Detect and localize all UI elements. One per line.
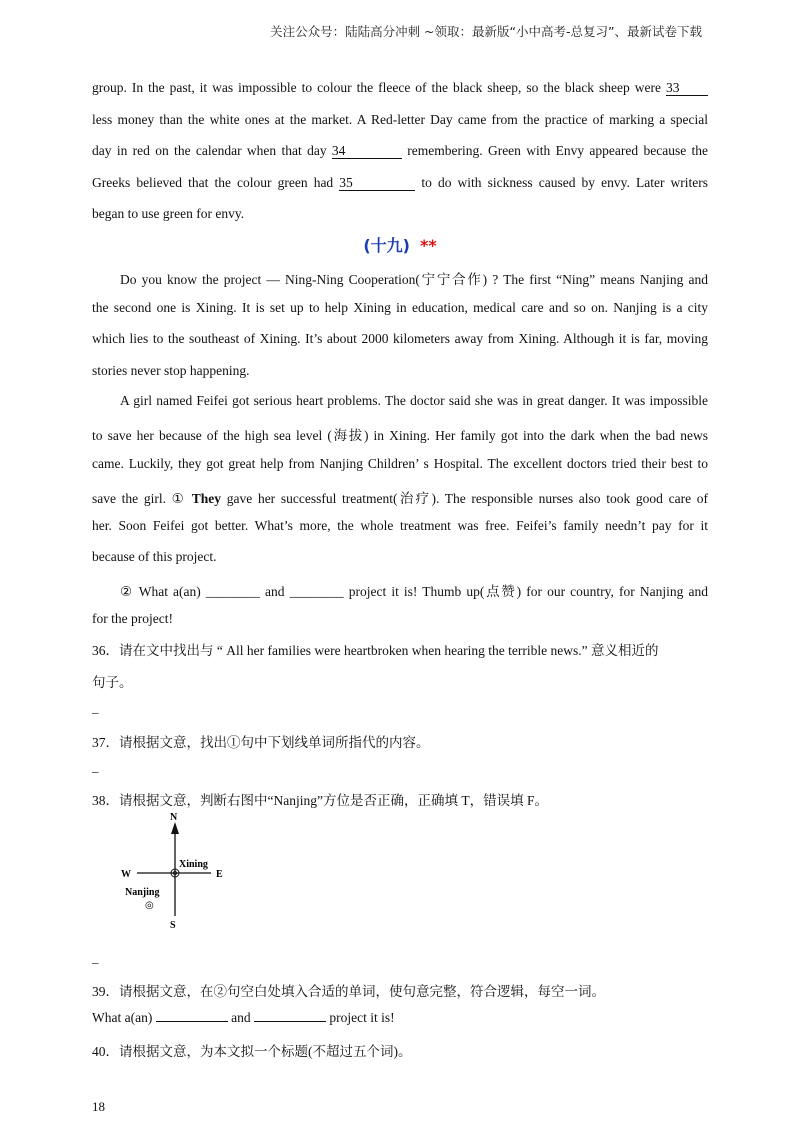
difficulty-stars: ** bbox=[419, 236, 437, 255]
answer-dash: _ bbox=[92, 759, 99, 774]
nanjing-marker-icon: ◎ bbox=[145, 900, 154, 911]
text-line: the second one is Xining. It is set up to help Xining in education, medical care and so on. Nanjing is a city bbox=[92, 300, 708, 315]
question-39-answer-line: What a(an) and project it is! bbox=[92, 1010, 395, 1025]
compass-w: W bbox=[121, 869, 131, 880]
blank-35: 35 bbox=[339, 176, 415, 191]
compass-diagram bbox=[115, 806, 245, 936]
answer-blank-1 bbox=[156, 1021, 228, 1022]
text-line: Greeks believed that the colour green had 35 to do with sickness caused by envy. Later writers bbox=[92, 175, 708, 190]
question-36: 36．请在文中找出与 “ All her families were heartbroken when hearing the terrible news.” 意义相近的 bbox=[92, 643, 659, 658]
answer-dash: _ bbox=[92, 700, 99, 715]
text-line: save the girl. ① They gave her successful treatment(治疗). The responsible nurses also took good care of bbox=[92, 491, 708, 506]
question-37: 37．请根据文意，找出①句中下划线单词所指代的内容。 bbox=[92, 735, 430, 750]
blank-34: 34 bbox=[332, 144, 402, 159]
text-line: her. Soon Feifei got better. What’s more, the whole treatment was free. Feifei’s family needn’t pay for it bbox=[92, 518, 708, 533]
label-xining: Xining bbox=[179, 859, 208, 870]
compass-e: E bbox=[216, 869, 223, 880]
text-line: came. Luckily, they got great help from Nanjing Children’ s Hospital. The excellent doctors tried their best to bbox=[92, 456, 708, 471]
text-line: began to use green for envy. bbox=[92, 206, 245, 221]
answer-dash: _ bbox=[92, 950, 99, 965]
compass-s: S bbox=[170, 920, 176, 931]
page-number: 18 bbox=[92, 1099, 105, 1114]
text-line: which lies to the southeast of Xining. It’s about 2000 kilometers away from Xining. Although it is far, moving bbox=[92, 331, 708, 346]
text-line: day in red on the calendar when that day 34 remembering. Green with Envy appeared because the bbox=[92, 143, 708, 158]
question-38: 38．请根据文意，判断右图中“Nanjing”方位是否正确，正确填 T，错误填 F。 bbox=[92, 793, 548, 808]
text-line: because of this project. bbox=[92, 549, 217, 564]
question-40: 40．请根据文意，为本文拟一个标题(不超过五个词)。 bbox=[92, 1044, 412, 1059]
text-line: A girl named Feifei got serious heart problems. The doctor said she was in great danger. It was impossible bbox=[120, 393, 708, 408]
compass-n: N bbox=[170, 812, 178, 823]
label-nanjing: Nanjing bbox=[125, 887, 160, 898]
page-header: 关注公众号：陆陆高分冲刺 ~领取：最新版“小中高考-总复习”、最新试卷下载 bbox=[270, 24, 702, 39]
section-title: (十九) ** bbox=[363, 236, 437, 255]
text-line: ② What a(an) ________ and ________ project it is! Thumb up(点赞) for our country, for Nanjing and bbox=[120, 584, 708, 599]
text-line: stories never stop happening. bbox=[92, 363, 250, 378]
text-line: less money than the white ones at the market. A Red-letter Day came from the practice of marking a special bbox=[92, 112, 708, 127]
question-36-cont: 句子。 bbox=[92, 675, 133, 690]
text-line: Do you know the project — Ning-Ning Cooperation(宁宁合作) ? The first “Ning” means Nanjing and bbox=[120, 272, 708, 287]
answer-blank-2 bbox=[254, 1021, 326, 1022]
blank-33: 33 bbox=[666, 81, 708, 96]
text-line: for the project! bbox=[92, 611, 173, 626]
underlined-word-they: They bbox=[191, 491, 222, 506]
text-line: to save her because of the high sea level (海拔) in Xining. Her family got into the dark when the bad news bbox=[92, 428, 708, 443]
question-39: 39．请根据文意，在②句空白处填入合适的单词，使句意完整，符合逻辑，每空一词。 bbox=[92, 984, 605, 999]
text-line: group. In the past, it was impossible to colour the fleece of the black sheep, so the black sheep were 33 bbox=[92, 80, 708, 96]
